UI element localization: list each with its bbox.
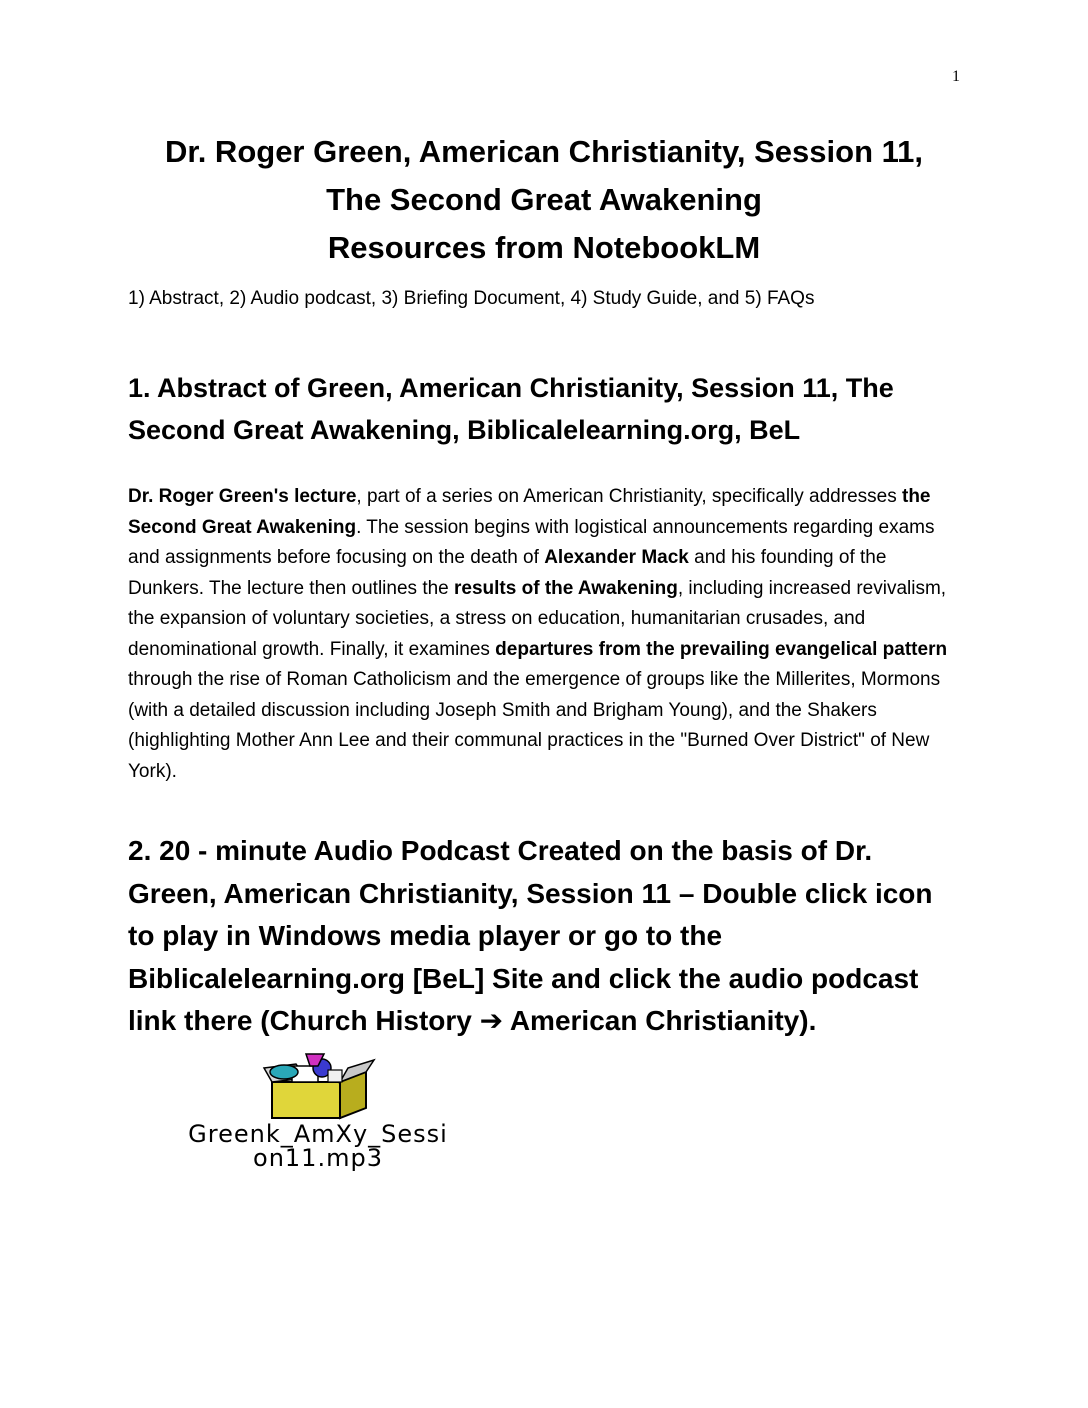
abstract-bold-speaker: Dr. Roger Green's lecture bbox=[128, 486, 357, 507]
audio-file-name[interactable] bbox=[128, 1122, 508, 1170]
arrow-right-icon: ➔ bbox=[479, 1005, 504, 1036]
audio-podcast-heading bbox=[128, 830, 960, 1043]
file-name-line-2: on11.mp3 bbox=[253, 1144, 383, 1172]
title-line-3: Resources from NotebookLM bbox=[327, 230, 761, 265]
abstract-bold-name: Alexander Mack bbox=[544, 547, 689, 568]
package-icon[interactable] bbox=[262, 1052, 376, 1122]
abstract-text: . The session begins with logistical announcements regarding exams and assignments before focusing on the death of bbox=[128, 516, 935, 568]
abstract-bold-results: results of the Awakening bbox=[454, 577, 678, 599]
abstract-text: , including increased revivalism, the expansion of voluntary societies, a stress on education, humanitarian crusades, and denominational growth. Finally, it examines bbox=[128, 577, 947, 660]
audio-heading-text: 2. 20 - minute Audio Podcast Created on the basis of Dr. Green, American Christianity, Session 11 – Double click icon to play in Windows media player or go to the Biblicalelearning.org [BeL] Site and click the audio podcast link there (Church History bbox=[128, 835, 933, 1036]
abstract-bold-departures: departures from the prevailing evangelical pattern bbox=[495, 638, 948, 660]
resources-list: 1) Abstract, 2) Audio podcast, 3) Briefing Document, 4) Study Guide, and 5) FAQs bbox=[128, 288, 815, 309]
page-number: 1 bbox=[952, 68, 960, 85]
title-line-1: Dr. Roger Green, American Christianity, Session 11, bbox=[164, 134, 924, 169]
abstract-text: through the rise of Roman Catholicism and the emergence of groups like the Millerites, Mormons (with a detailed discussion including Joseph Smith and Brigham Young), and the Shakers (highlighting Mother Ann Lee and their communal practices in the "Burned Over District" of New York). bbox=[128, 669, 941, 782]
abstract-paragraph bbox=[128, 482, 960, 787]
abstract-text: , part of a series on American Christianity, specifically addresses bbox=[356, 486, 902, 507]
file-name-line-1: Greenk_AmXy_Sessi bbox=[188, 1120, 448, 1148]
abstract-heading: 1. Abstract of Green, American Christianity, Session 11, The Second Great Awakening, Biblicalelearning.org, BeL bbox=[128, 373, 894, 445]
abstract-bold-topic: the Second Great Awakening bbox=[128, 486, 931, 538]
abstract-text: and his founding of the Dunkers. The lecture then outlines the bbox=[128, 547, 887, 599]
page-title bbox=[128, 128, 960, 272]
title-line-2: The Second Great Awakening bbox=[326, 182, 762, 217]
audio-heading-text-end: American Christianity). bbox=[503, 1005, 817, 1036]
